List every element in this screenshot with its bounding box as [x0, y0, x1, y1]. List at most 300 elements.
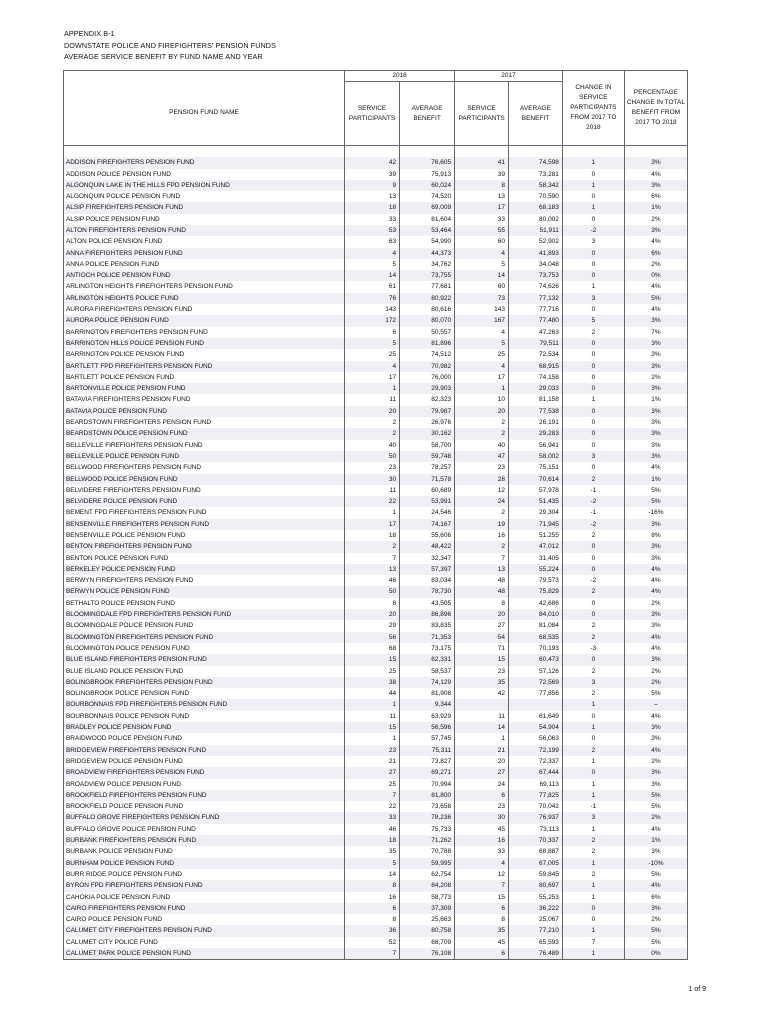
service-participants-2018-cell: 143: [345, 304, 400, 315]
change-in-participants-cell: 0: [562, 259, 624, 270]
change-in-participants-cell: 1: [562, 756, 624, 767]
table-row: [64, 180, 688, 191]
service-participants-2017-cell: 4: [455, 327, 509, 338]
table-row: [64, 485, 688, 496]
percentage-change-cell: 4%: [624, 745, 687, 756]
average-benefit-2017-cell: 68,535: [509, 632, 563, 643]
fund-name-cell: BRAIDWOOD POLICE PENSION FUND: [64, 733, 345, 744]
table-row: [64, 835, 688, 846]
percentage-change-cell: 2%: [624, 677, 687, 688]
change-in-participants-cell: 1: [562, 892, 624, 903]
service-participants-2018-cell: 20: [345, 609, 400, 620]
table-row: [64, 914, 688, 925]
percentage-change-cell: 3%: [624, 440, 687, 451]
average-benefit-2018-cell: 59,748: [400, 451, 455, 462]
percentage-change-cell: 4%: [624, 304, 687, 315]
name-header-spacer: [64, 71, 345, 82]
average-benefit-2017-cell: 54,904: [509, 722, 563, 733]
table-row: [64, 519, 688, 530]
year-2018-header: 2018: [345, 71, 455, 82]
average-benefit-2017-header: AVERAGE BENEFIT: [509, 82, 563, 146]
change-in-participants-cell: 3: [562, 451, 624, 462]
service-participants-2017-cell: 7: [455, 553, 509, 564]
percentage-change-cell: 3%: [624, 609, 687, 620]
average-benefit-2017-cell: 29,304: [509, 507, 563, 518]
average-benefit-2017-cell: 25,067: [509, 914, 563, 925]
document-subtitle: AVERAGE SERVICE BENEFIT BY FUND NAME AND YEAR: [64, 52, 263, 61]
service-participants-2017-cell: 4: [455, 858, 509, 869]
percentage-change-cell: 1%: [624, 394, 687, 405]
average-benefit-2017-cell: 76,937: [509, 812, 563, 823]
percentage-change-cell: 5%: [624, 925, 687, 936]
service-participants-2017-cell: 55: [455, 225, 509, 236]
change-in-participants-cell: -3: [562, 643, 624, 654]
average-benefit-2017-cell: 76,489: [509, 948, 563, 960]
percentage-change-cell: 3%: [624, 519, 687, 530]
change-in-participants-cell: 1: [562, 790, 624, 801]
percentage-change-cell: 3%: [624, 225, 687, 236]
percentage-change-cell: 4%: [624, 564, 687, 575]
average-benefit-2017-cell: 74,158: [509, 372, 563, 383]
fund-name-cell: BARRINGTON HILLS POLICE PENSION FUND: [64, 338, 345, 349]
service-participants-2018-cell: 18: [345, 835, 400, 846]
change-in-participants-cell: 7: [562, 937, 624, 948]
table-row: [64, 248, 688, 259]
average-benefit-2018-cell: 24,546: [400, 507, 455, 518]
change-in-participants-cell: 2: [562, 688, 624, 699]
change-in-participants-cell: 2: [562, 846, 624, 857]
average-benefit-2017-cell: 56,941: [509, 440, 563, 451]
change-in-participants-cell: 0: [562, 406, 624, 417]
service-participants-2018-cell: 30: [345, 474, 400, 485]
change-in-participants-cell: 0: [562, 338, 624, 349]
fund-name-cell: BENTON POLICE PENSION FUND: [64, 553, 345, 564]
table-row: [64, 530, 688, 541]
change-in-participants-cell: -2: [562, 519, 624, 530]
change-in-participants-cell: 3: [562, 812, 624, 823]
change-in-participants-cell: 2: [562, 835, 624, 846]
average-benefit-2017-cell: 65,593: [509, 937, 563, 948]
change-in-participants-cell: 0: [562, 914, 624, 925]
table-row: [64, 575, 688, 586]
service-participants-2017-cell: 40: [455, 440, 509, 451]
service-participants-2018-cell: 17: [345, 372, 400, 383]
table-row: [64, 812, 688, 823]
average-benefit-2017-cell: 52,902: [509, 236, 563, 247]
change-in-participants-cell: 1: [562, 824, 624, 835]
percentage-change-cell: 3%: [624, 180, 687, 191]
percentage-change-cell: 3%: [624, 620, 687, 631]
fund-name-cell: BURBANK POLICE PENSION FUND: [64, 846, 345, 857]
table-row: [64, 745, 688, 756]
page-number: 1 of 9: [688, 986, 706, 993]
service-participants-2017-cell: 4: [455, 248, 509, 259]
service-participants-2018-cell: 76: [345, 293, 400, 304]
average-benefit-2017-cell: 47,263: [509, 327, 563, 338]
table-row: [64, 722, 688, 733]
change-in-participants-cell: 1: [562, 948, 624, 960]
table-row: [64, 327, 688, 338]
table-row: [64, 779, 688, 790]
table-row: [64, 541, 688, 552]
table-row: [64, 948, 688, 960]
average-benefit-2017-cell: 51,435: [509, 496, 563, 507]
percentage-change-cell: 3%: [624, 553, 687, 564]
change-in-participants-cell: 0: [562, 733, 624, 744]
service-participants-2018-cell: 27: [345, 767, 400, 778]
average-benefit-2017-cell: 74,626: [509, 281, 563, 292]
change-in-participants-cell: 1: [562, 202, 624, 213]
fund-name-header: PENSION FUND NAME: [64, 82, 345, 146]
average-benefit-2017-cell: 55,224: [509, 564, 563, 575]
service-participants-2017-cell: 20: [455, 756, 509, 767]
fund-name-cell: BEARDSTOWN POLICE PENSION FUND: [64, 428, 345, 439]
percentage-change-cell: 3%: [624, 722, 687, 733]
table-row: [64, 925, 688, 936]
average-benefit-2017-cell: 77,132: [509, 293, 563, 304]
fund-name-cell: BELVIDERE POLICE PENSION FUND: [64, 496, 345, 507]
average-benefit-2018-cell: 74,129: [400, 677, 455, 688]
average-benefit-2018-cell: 81,604: [400, 214, 455, 225]
table-row: [64, 677, 688, 688]
average-benefit-2017-cell: 59,845: [509, 869, 563, 880]
change-in-participants-cell: 2: [562, 666, 624, 677]
service-participants-2018-cell: 50: [345, 586, 400, 597]
average-benefit-2017-cell: 26,191: [509, 417, 563, 428]
average-benefit-2017-cell: 72,199: [509, 745, 563, 756]
average-benefit-2018-cell: 73,658: [400, 801, 455, 812]
average-benefit-2018-cell: 78,730: [400, 586, 455, 597]
change-in-participants-cell: -1: [562, 801, 624, 812]
service-participants-2017-cell: 27: [455, 620, 509, 631]
fund-name-cell: ADDISON FIREFIGHTERS PENSION FUND: [64, 157, 345, 168]
service-participants-2017-cell: 45: [455, 937, 509, 948]
average-benefit-2018-cell: 58,773: [400, 892, 455, 903]
service-participants-2018-cell: 18: [345, 530, 400, 541]
fund-name-cell: BELLWOOD POLICE PENSION FUND: [64, 474, 345, 485]
average-benefit-2017-cell: 81,158: [509, 394, 563, 405]
fund-name-cell: BLOOMINGDALE POLICE PENSION FUND: [64, 620, 345, 631]
service-participants-2017-cell: 6: [455, 948, 509, 960]
service-participants-2018-cell: 18: [345, 202, 400, 213]
table-row: [64, 632, 688, 643]
change-in-participants-cell: 0: [562, 564, 624, 575]
change-in-participants-cell: 0: [562, 417, 624, 428]
percentage-change-cell: 3%: [624, 417, 687, 428]
change-in-participants-cell: 0: [562, 270, 624, 281]
fund-name-cell: BELLEVILLE FIREFIGHTERS PENSION FUND: [64, 440, 345, 451]
average-benefit-2018-cell: 80,070: [400, 315, 455, 326]
average-benefit-2018-cell: 69,009: [400, 202, 455, 213]
service-participants-2018-cell: 33: [345, 214, 400, 225]
fund-name-cell: BARRINGTON FIREFIGHTERS PENSION FUND: [64, 327, 345, 338]
service-participants-2018-cell: 172: [345, 315, 400, 326]
average-benefit-2017-cell: 42,686: [509, 598, 563, 609]
service-participants-2017-cell: 6: [455, 790, 509, 801]
service-participants-2017-cell: 15: [455, 654, 509, 665]
average-benefit-2018-cell: 34,762: [400, 259, 455, 270]
service-participants-2018-cell: 22: [345, 801, 400, 812]
fund-name-cell: ANNA POLICE PENSION FUND: [64, 259, 345, 270]
fund-name-cell: BROOKFIELD FIREFIGHTERS PENSION FUND: [64, 790, 345, 801]
average-benefit-2018-cell: 69,271: [400, 767, 455, 778]
average-benefit-2017-cell: 36,222: [509, 903, 563, 914]
service-participants-2018-cell: 7: [345, 790, 400, 801]
service-participants-2017-cell: 5: [455, 338, 509, 349]
table-row: [64, 417, 688, 428]
table-row: [64, 643, 688, 654]
average-benefit-2018-cell: 62,331: [400, 654, 455, 665]
service-participants-2018-cell: 42: [345, 157, 400, 168]
table-row: [64, 315, 688, 326]
average-benefit-2018-cell: 78,257: [400, 462, 455, 473]
average-benefit-2018-cell: 81,800: [400, 790, 455, 801]
average-benefit-2017-cell: 68,915: [509, 361, 563, 372]
change-in-participants-cell: 1: [562, 880, 624, 891]
percentage-change-cell: 4%: [624, 169, 687, 180]
fund-name-cell: BELLEVILLE POLICE PENSION FUND: [64, 451, 345, 462]
table-row: [64, 858, 688, 869]
average-benefit-2017-cell: 77,716: [509, 304, 563, 315]
service-participants-2018-cell: 21: [345, 756, 400, 767]
average-benefit-2018-cell: 58,537: [400, 666, 455, 677]
service-participants-2018-cell: 29: [345, 620, 400, 631]
change-participants-header: CHANGE IN SERVICE PARTICIPANTS FROM 2017 TO 2018: [562, 71, 624, 146]
service-participants-2018-cell: 61: [345, 281, 400, 292]
table-row: [64, 462, 688, 473]
average-benefit-2018-cell: 73,755: [400, 270, 455, 281]
service-participants-2017-cell: 19: [455, 519, 509, 530]
average-benefit-2017-cell: 60,473: [509, 654, 563, 665]
service-participants-2018-cell: 7: [345, 553, 400, 564]
percentage-change-cell: 6%: [624, 191, 687, 202]
table-body: [64, 146, 688, 960]
average-benefit-2017-cell: 77,210: [509, 925, 563, 936]
change-in-participants-cell: 1: [562, 180, 624, 191]
percentage-change-cell: 2%: [624, 914, 687, 925]
service-participants-2018-cell: 2: [345, 428, 400, 439]
service-participants-2017-cell: 60: [455, 281, 509, 292]
percentage-change-cell: 4%: [624, 880, 687, 891]
service-participants-2018-cell: 40: [345, 440, 400, 451]
service-participants-2018-cell: 25: [345, 349, 400, 360]
table-row: [64, 270, 688, 281]
service-participants-2017-cell: 71: [455, 643, 509, 654]
average-benefit-2017-cell: 67,005: [509, 858, 563, 869]
service-participants-2018-cell: 15: [345, 722, 400, 733]
table-row: [64, 756, 688, 767]
fund-name-cell: AURORA POLICE PENSION FUND: [64, 315, 345, 326]
fund-name-cell: BERKELEY POLICE PENSION FUND: [64, 564, 345, 575]
table-row: [64, 451, 688, 462]
table-row: [64, 801, 688, 812]
average-benefit-2017-cell: 73,753: [509, 270, 563, 281]
document-title: DOWNSTATE POLICE AND FIREFIGHTERS' PENSION FUNDS: [64, 40, 276, 50]
average-benefit-2018-cell: 78,236: [400, 812, 455, 823]
service-participants-2018-cell: 25: [345, 666, 400, 677]
average-benefit-2018-cell: 9,344: [400, 699, 455, 710]
percentage-change-cell: 2%: [624, 259, 687, 270]
service-participants-2017-cell: 10: [455, 394, 509, 405]
percentage-change-cell: 1%: [624, 202, 687, 213]
service-participants-2017-cell: 17: [455, 372, 509, 383]
percentage-change-cell: 2%: [624, 812, 687, 823]
percentage-change-cell: 5%: [624, 485, 687, 496]
fund-name-cell: BOURBONNAIS FPD FIREFIGHTERS PENSION FUND: [64, 699, 345, 710]
fund-name-cell: BOLINGBROOK POLICE PENSION FUND: [64, 688, 345, 699]
service-participants-2018-cell: 5: [345, 858, 400, 869]
average-benefit-2018-cell: 77,681: [400, 281, 455, 292]
service-participants-2017-cell: 25: [455, 349, 509, 360]
average-benefit-2018-cell: 84,208: [400, 880, 455, 891]
fund-name-cell: CALUMET CITY FIREFIGHTERS PENSION FUND: [64, 925, 345, 936]
percentage-change-cell: 4%: [624, 824, 687, 835]
percentage-change-cell: 4%: [624, 711, 687, 722]
percentage-change-cell: 1%: [624, 835, 687, 846]
fund-name-cell: ANNA FIREFIGHTERS PENSION FUND: [64, 248, 345, 259]
percentage-change-cell: 3%: [624, 767, 687, 778]
fund-name-cell: BENSENVILLE POLICE PENSION FUND: [64, 530, 345, 541]
fund-name-cell: BATAVIA POLICE PENSION FUND: [64, 406, 345, 417]
average-benefit-2017-cell: [509, 699, 563, 710]
service-participants-2017-cell: 21: [455, 745, 509, 756]
service-participants-2018-cell: 11: [345, 711, 400, 722]
service-participants-2018-cell: 16: [345, 892, 400, 903]
change-in-participants-cell: 0: [562, 191, 624, 202]
service-participants-2017-cell: 45: [455, 824, 509, 835]
average-benefit-2018-cell: 60,024: [400, 180, 455, 191]
average-benefit-2017-cell: 77,538: [509, 406, 563, 417]
service-participants-2018-cell: 33: [345, 812, 400, 823]
fund-name-cell: BRADLEY POLICE PENSION FUND: [64, 722, 345, 733]
average-benefit-2018-cell: 81,896: [400, 338, 455, 349]
table-row: [64, 564, 688, 575]
service-participants-2018-cell: 2: [345, 417, 400, 428]
average-benefit-2017-cell: 71,945: [509, 519, 563, 530]
fund-name-cell: BOLINGBROOK FIREFIGHTERS PENSION FUND: [64, 677, 345, 688]
table-row: [64, 191, 688, 202]
table-row: [64, 666, 688, 677]
change-in-participants-cell: 2: [562, 620, 624, 631]
average-benefit-2018-cell: 80,922: [400, 293, 455, 304]
percentage-change-cell: 4%: [624, 462, 687, 473]
percentage-change-cell: 5%: [624, 937, 687, 948]
service-participants-2017-cell: 12: [455, 869, 509, 880]
service-participants-2017-cell: 7: [455, 880, 509, 891]
fund-name-cell: ALGONQUIN LAKE IN THE HILLS FPD PENSION FUND: [64, 180, 345, 191]
service-participants-2017-cell: 35: [455, 925, 509, 936]
service-participants-2018-cell: 56: [345, 632, 400, 643]
change-in-participants-cell: 1: [562, 281, 624, 292]
average-benefit-2018-cell: 43,505: [400, 598, 455, 609]
average-benefit-2017-cell: 70,614: [509, 474, 563, 485]
average-benefit-2017-cell: 41,893: [509, 248, 563, 259]
percentage-change-cell: 3%: [624, 349, 687, 360]
average-benefit-2017-cell: 70,193: [509, 643, 563, 654]
average-benefit-2018-cell: 55,606: [400, 530, 455, 541]
change-in-participants-cell: 0: [562, 169, 624, 180]
service-participants-2018-cell: 52: [345, 937, 400, 948]
service-participants-2017-cell: 47: [455, 451, 509, 462]
average-benefit-2018-cell: 70,982: [400, 361, 455, 372]
percentage-change-cell: 5%: [624, 801, 687, 812]
percentage-change-cell: 2%: [624, 598, 687, 609]
percentage-change-cell: 4%: [624, 575, 687, 586]
service-participants-2018-cell: 4: [345, 361, 400, 372]
service-participants-2018-cell: 5: [345, 338, 400, 349]
table-row: [64, 372, 688, 383]
change-in-participants-cell: 1: [562, 925, 624, 936]
appendix-label: APPENDIX B-1: [64, 29, 115, 38]
change-in-participants-cell: 1: [562, 722, 624, 733]
service-participants-2018-cell: 15: [345, 654, 400, 665]
average-benefit-2017-cell: 68,183: [509, 202, 563, 213]
table-row: [64, 711, 688, 722]
average-benefit-2018-cell: 80,616: [400, 304, 455, 315]
average-benefit-2018-cell: 71,353: [400, 632, 455, 643]
percentage-change-cell: 5%: [624, 869, 687, 880]
average-benefit-2018-cell: 74,520: [400, 191, 455, 202]
average-benefit-2017-cell: 75,151: [509, 462, 563, 473]
average-benefit-2018-cell: 56,596: [400, 722, 455, 733]
service-participants-2017-cell: 13: [455, 564, 509, 575]
change-in-participants-cell: -1: [562, 507, 624, 518]
percentage-change-cell: 2%: [624, 756, 687, 767]
table-row: [64, 767, 688, 778]
table-row: [64, 383, 688, 394]
table-row: [64, 824, 688, 835]
average-benefit-2017-cell: 31,405: [509, 553, 563, 564]
percentage-change-cell: –: [624, 699, 687, 710]
percentage-change-cell: 3%: [624, 903, 687, 914]
service-participants-2017-cell: 39: [455, 169, 509, 180]
average-benefit-2017-cell: 51,255: [509, 530, 563, 541]
fund-name-cell: ARLINGTON HEIGHTS POLICE FUND: [64, 293, 345, 304]
table-row: [64, 338, 688, 349]
fund-name-cell: ANTIOCH POLICE PENSION FUND: [64, 270, 345, 281]
change-in-participants-cell: 1: [562, 779, 624, 790]
service-participants-2017-header: SERVICE PARTICIPANTS: [455, 82, 509, 146]
fund-name-cell: CAHOKIA POLICE PENSION FUND: [64, 892, 345, 903]
fund-name-cell: ALTON POLICE PENSION FUND: [64, 236, 345, 247]
average-benefit-2017-cell: 29,033: [509, 383, 563, 394]
fund-name-cell: CALUMET CITY POLICE FUND: [64, 937, 345, 948]
fund-name-cell: BEMENT FPD FIREFIGHTERS PENSION FUND: [64, 507, 345, 518]
average-benefit-2018-cell: 75,733: [400, 824, 455, 835]
fund-name-cell: BARTONVILLE POLICE PENSION FUND: [64, 383, 345, 394]
average-benefit-2018-cell: 81,908: [400, 688, 455, 699]
percentage-change-cell: 2%: [624, 372, 687, 383]
average-benefit-2018-cell: 57,397: [400, 564, 455, 575]
average-benefit-2018-cell: 74,167: [400, 519, 455, 530]
change-in-participants-cell: 2: [562, 869, 624, 880]
average-benefit-2017-cell: 81,084: [509, 620, 563, 631]
service-participants-2018-cell: 35: [345, 846, 400, 857]
service-participants-2017-cell: 41: [455, 157, 509, 168]
percentage-change-cell: 3%: [624, 779, 687, 790]
service-participants-2017-cell: 33: [455, 214, 509, 225]
service-participants-2018-cell: 14: [345, 869, 400, 880]
fund-name-cell: ADDISON POLICE PENSION FUND: [64, 169, 345, 180]
average-benefit-2017-cell: 70,337: [509, 835, 563, 846]
fund-name-cell: ARLINGTON HEIGHTS FIREFIGHTERS PENSION FUND: [64, 281, 345, 292]
percentage-change-cell: 5%: [624, 790, 687, 801]
average-benefit-2018-cell: 58,700: [400, 440, 455, 451]
change-in-participants-cell: 0: [562, 553, 624, 564]
average-benefit-2018-cell: 80,758: [400, 925, 455, 936]
fund-name-cell: BURBANK FIREFIGHTERS PENSION FUND: [64, 835, 345, 846]
service-participants-2018-cell: 20: [345, 406, 400, 417]
